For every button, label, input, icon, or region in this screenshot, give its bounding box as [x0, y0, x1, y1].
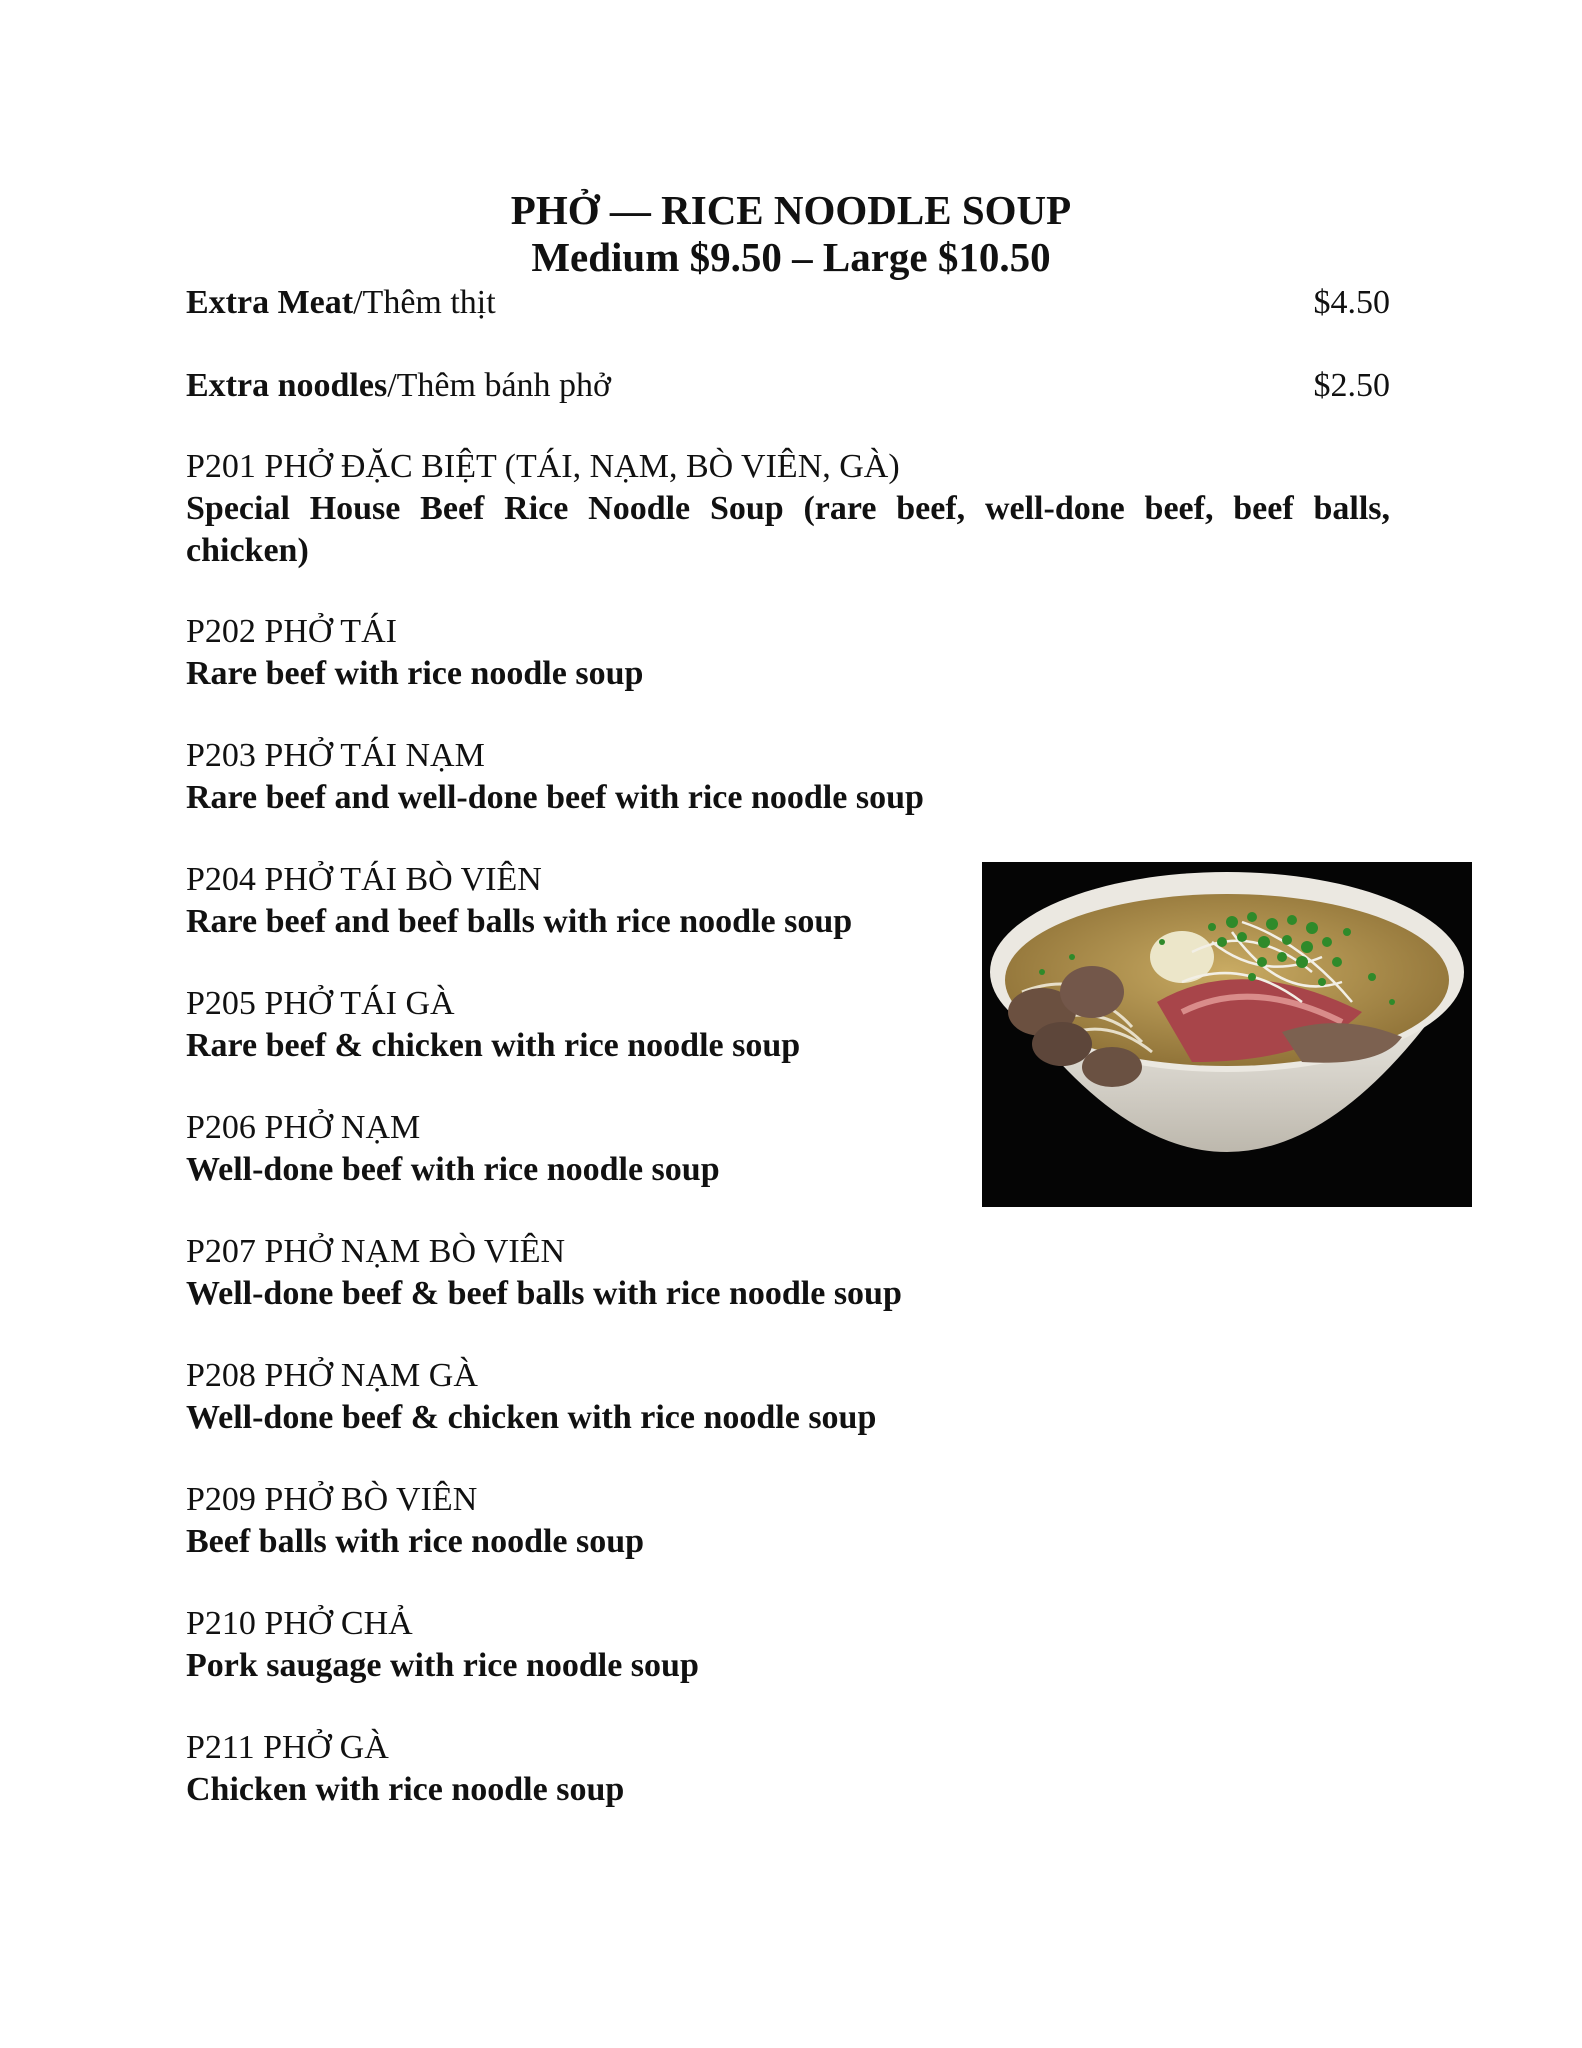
pho-bowl-photo	[982, 862, 1472, 1207]
menu-item-p206	[186, 1107, 720, 1191]
extra-noodles-row	[186, 366, 1390, 406]
menu-item-en-description: Chicken with rice noodle soup	[186, 1771, 625, 1808]
menu-title: PHỞ — RICE NOODLE SOUP	[510, 187, 1072, 233]
extra-meat-price: $4.50	[1313, 284, 1390, 321]
menu-item-p205	[186, 983, 800, 1067]
menu-item-vn-name: P210 PHỞ CHẢ	[186, 1605, 413, 1642]
menu-item-p201	[186, 446, 1390, 572]
extra-meat-label	[186, 284, 496, 321]
menu-item-vn-name: P205 PHỞ TÁI GÀ	[186, 985, 455, 1022]
menu-item-en-description: Rare beef and beef balls with rice noodle soup	[186, 903, 853, 940]
menu-item-en-description: Special House Beef Rice Noodle Soup (rare beef, well-done beef, beef balls, chicken)	[186, 490, 1390, 569]
pho-bowl-illustration	[982, 862, 1472, 1207]
menu-item-p209	[186, 1479, 644, 1563]
menu-item-en-description: Well-done beef with rice noodle soup	[186, 1151, 720, 1188]
extra-noodles-price: $2.50	[1313, 367, 1390, 404]
menu-item-vn-name: P209 PHỞ BÒ VIÊN	[186, 1481, 478, 1518]
extra-meat-row	[186, 283, 1390, 323]
menu-item-vn-name: P207 PHỞ NẠM BÒ VIÊN	[186, 1233, 566, 1270]
menu-item-p211	[186, 1727, 624, 1811]
menu-item-p203	[186, 735, 924, 819]
menu-item-p204	[186, 859, 852, 943]
menu-item-en-description: Well-done beef & beef balls with rice noodle soup	[186, 1275, 902, 1312]
menu-item-p202	[186, 611, 643, 695]
menu-item-vn-name: P206 PHỞ NẠM	[186, 1109, 421, 1146]
extra-noodles-name-vn: /Thêm bánh phở	[387, 367, 612, 404]
menu-price-subtitle: Medium $9.50 – Large $10.50	[531, 234, 1051, 280]
menu-item-vn-name: P204 PHỞ TÁI BÒ VIÊN	[186, 861, 542, 898]
menu-item-en-description: Well-done beef & chicken with rice noodle soup	[186, 1399, 877, 1436]
extra-noodles-label	[186, 367, 611, 404]
menu-item-p208	[186, 1355, 876, 1439]
extra-meat-name-vn: /Thêm thịt	[353, 284, 496, 321]
menu-item-en-description: Rare beef with rice noodle soup	[186, 655, 644, 692]
menu-item-vn-name: P202 PHỞ TÁI	[186, 613, 397, 650]
menu-item-en-description: Rare beef and well-done beef with rice noodle soup	[186, 779, 924, 816]
menu-item-p210	[186, 1603, 699, 1687]
menu-item-p207	[186, 1231, 902, 1315]
menu-item-en-description: Beef balls with rice noodle soup	[186, 1523, 645, 1560]
menu-item-vn-name: P208 PHỞ NẠM GÀ	[186, 1357, 478, 1394]
menu-item-en-description: Pork saugage with rice noodle soup	[186, 1647, 699, 1684]
menu-item-vn-name: P211 PHỞ GÀ	[186, 1729, 389, 1766]
menu-item-en-description: Rare beef & chicken with rice noodle soup	[186, 1027, 801, 1064]
menu-item-vn-name: P201 PHỞ ĐẶC BIỆT (TÁI, NẠM, BÒ VIÊN, GÀ)	[186, 448, 900, 485]
menu-item-vn-name: P203 PHỞ TÁI NẠM	[186, 737, 485, 774]
extra-noodles-name-en: Extra noodles	[186, 367, 388, 404]
extra-meat-name-en: Extra Meat	[186, 284, 354, 321]
